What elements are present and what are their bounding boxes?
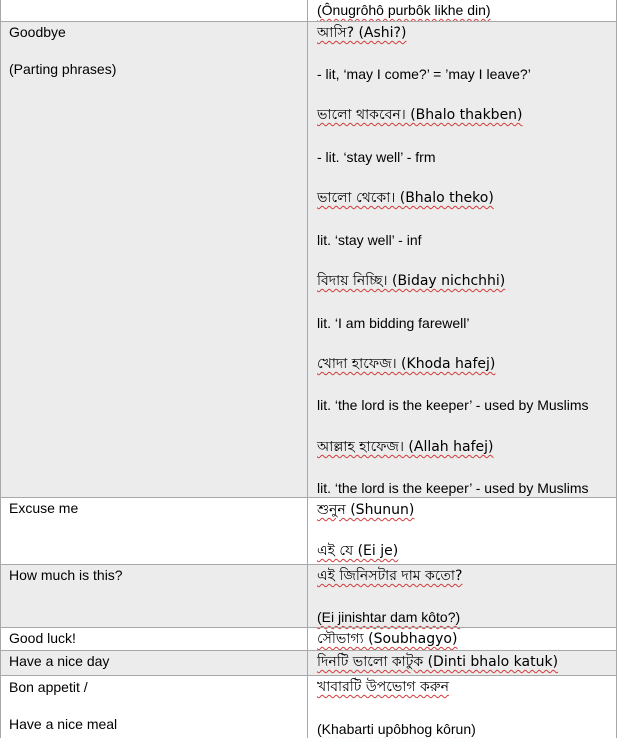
english-phrase: How much is this? bbox=[9, 567, 123, 583]
transliteration-text: (Khabarti upôbhog kôrun) bbox=[317, 721, 476, 737]
literal-meaning: lit. ‘I am bidding farewell’ bbox=[317, 315, 470, 331]
bengali-cell bbox=[308, 651, 617, 675]
english-phrase-part: Bon appetit / bbox=[9, 679, 88, 695]
bengali-cell bbox=[308, 22, 617, 497]
table-row-how-much bbox=[0, 564, 617, 627]
bengali-phrase: আল্লাহ হাফেজ। (Allah hafej) bbox=[317, 439, 494, 455]
literal-meaning: lit. ‘stay well’ - inf bbox=[317, 232, 422, 248]
table-row-nice-day bbox=[0, 650, 617, 675]
bengali-phrase: খাবারটি উপভোগ করুন bbox=[317, 679, 449, 695]
english-cell bbox=[0, 628, 308, 650]
english-phrase: Have a nice day bbox=[9, 653, 110, 669]
bengali-phrase: শুনুন (Shunun) bbox=[317, 502, 415, 518]
literal-meaning: - lit. ‘stay well’ - frm bbox=[317, 149, 436, 165]
bengali-phrase: ভালো থাকবেন। (Bhalo thakben) bbox=[317, 107, 523, 123]
english-cell bbox=[0, 0, 308, 22]
english-phrase-alt: Have a nice meal bbox=[9, 716, 118, 732]
bengali-phrase: দিনটি ভালো কাটুক (Dinti bhalo katuk) bbox=[317, 654, 559, 670]
table-row-excuse-me bbox=[0, 497, 617, 564]
table-row-bon-appetit bbox=[0, 675, 617, 738]
bengali-phrase: বিদায় নিচ্ছি। (Biday nichchhi) bbox=[317, 273, 506, 289]
bengali-phrase: আসি? (Ashi?) bbox=[317, 25, 407, 41]
bengali-phrase: সৌভাগ্য (Soubhagyo) bbox=[317, 631, 458, 647]
bengali-cell bbox=[308, 628, 617, 650]
english-cell bbox=[0, 651, 308, 675]
literal-meaning: lit. ‘the lord is the keeper’ - used by Muslims bbox=[317, 480, 589, 496]
bengali-cell bbox=[308, 498, 617, 564]
bengali-cell bbox=[308, 0, 617, 22]
table-row-good-luck bbox=[0, 627, 617, 650]
english-cell bbox=[0, 22, 308, 497]
english-phrase bbox=[9, 678, 88, 696]
bengali-phrase: এই জিনিসটার দাম কতো? bbox=[317, 568, 463, 584]
phrase-category: (Parting phrases) bbox=[9, 61, 117, 77]
bengali-cell bbox=[308, 676, 617, 738]
english-cell bbox=[0, 565, 308, 627]
bengali-phrase: খোদা হাফেজ। (Khoda hafej) bbox=[317, 356, 496, 372]
bengali-phrase: ভালো থেকো। (Bhalo theko) bbox=[317, 190, 494, 206]
bengali-cell bbox=[308, 565, 617, 627]
literal-meaning: lit. ‘the lord is the keeper’ - used by Muslims bbox=[317, 397, 589, 413]
table-row-goodbye bbox=[0, 21, 617, 497]
english-cell bbox=[0, 676, 308, 738]
transliteration-text: (Ei jinishtar dam kôto?) bbox=[317, 609, 461, 625]
english-phrase: Excuse me bbox=[9, 500, 79, 516]
literal-meaning: - lit, ‘may I come?’ = ’may I leave?’ bbox=[317, 66, 531, 82]
english-phrase: Goodbye bbox=[9, 24, 66, 40]
bengali-phrase: এই যে (Ei je) bbox=[317, 543, 399, 559]
english-phrase: Good luck! bbox=[9, 630, 76, 646]
english-cell bbox=[0, 498, 308, 564]
transliteration-text: (Ônugrôhô purbôk likhe din) bbox=[317, 2, 491, 18]
table-row bbox=[0, 0, 617, 22]
